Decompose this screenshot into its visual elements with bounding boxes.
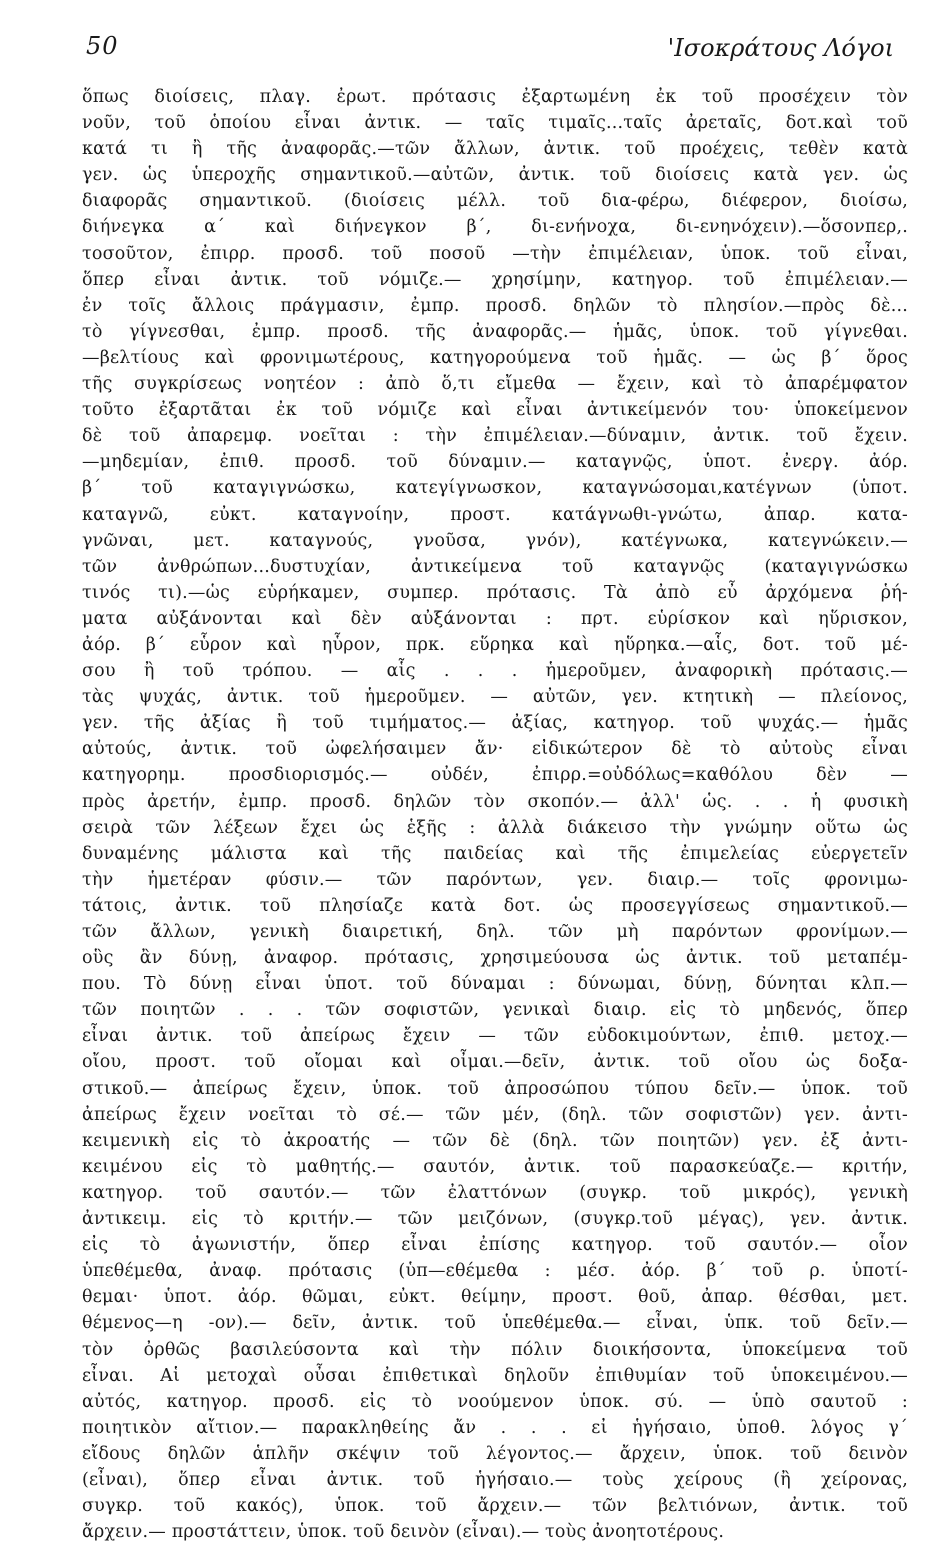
text-line: —μηδεμίαν, ἐπιθ. προσδ. τοῦ δύναμιν.— καταγνῷς, ὑποτ. ἐνεργ. ἀόρ. <box>82 452 908 473</box>
text-line: γεν. τῆς ἀξίας ἢ τοῦ τιμήματος.— ἀξίας, κατηγορ. τοῦ ψυχάς.— ἡμᾶς <box>82 713 908 734</box>
text-line: εἶναι ἀντικ. τοῦ ἀπείρως ἔχειν — τῶν εὐδοκιμούντων, ἐπιθ. μετοχ.— <box>82 1026 908 1047</box>
text-line: γνῶναι, μετ. καταγνούς, γνοῦσα, γνόν), κατέγνωκα, κατεγνώκειν.— <box>82 530 908 551</box>
text-line: τὸν ὀρθῶς βασιλεύσοντα καὶ τὴν πόλιν διοικήσοντα, ὑποκείμενα τοῦ <box>82 1339 908 1360</box>
text-line: γεν. ὡς ὑπεροχῆς σημαντικοῦ.—αὐτῶν, ἀντικ. τοῦ διοίσεις κατὰ γεν. ὡς <box>82 165 908 186</box>
text-line: κειμένου εἰς τὸ μαθητής.— σαυτόν, ἀντικ. τοῦ παρασκεύαζε.— κριτήν, <box>82 1156 908 1177</box>
text-line: στικοῦ.— ἀπείρως ἔχειν, ὑποκ. τοῦ ἀπροσώπου τύπου δεῖν.— ὑποκ. τοῦ <box>82 1078 908 1099</box>
text-line: τοσοῦτον, ἐπιρρ. προσδ. τοῦ ποσοῦ —τὴν ἐπιμέλειαν, ὑποκ. τοῦ εἶναι, <box>82 243 908 264</box>
text-line: τὸ γίγνεσθαι, ἐμπρ. προσδ. τῆς ἀναφορᾶς.— ἡμᾶς, ὑποκ. τοῦ γίγνεθαι. <box>82 321 908 342</box>
text-line: κατηγορ. τοῦ σαυτόν.— τῶν ἐλαττόνων (συγκρ. τοῦ μικρός), γενικὴ <box>82 1182 908 1203</box>
text-line: δυναμένης μάλιστα καὶ τῆς παιδείας καὶ τῆς ἐπιμελείας εὐεργετεῖν <box>82 843 908 864</box>
commentary-text <box>82 84 908 1545</box>
text-line: θέμενος—η -ον).— δεῖν, ἀντικ. τοῦ ὑπεθέμεθα.— εἶναι, ὑπκ. τοῦ δεῖν.— <box>82 1313 908 1334</box>
text-line: β΄ τοῦ καταγιγνώσκω, κατεγίγνωσκον, καταγνώσομαι,κατέγνων (ὑποτ. <box>82 478 908 499</box>
text-line: σου ἢ τοῦ τρόπου. — αἷς . . . ἡμεροῦμεν, ἀναφορικὴ πρότασις.— <box>82 661 908 682</box>
text-line: πρὸς ἀρετήν, ἐμπρ. προσδ. δηλῶν τὸν σκοπόν.— ἀλλ' ὡς. . . ἡ φυσικὴ <box>82 791 908 812</box>
running-title: 'Ισοκράτους Λόγοι <box>667 34 894 62</box>
text-line: οὓς ἂν δύνῃ, ἀναφορ. πρότασις, χρησιμεύουσα ὡς ἀντικ. τοῦ μεταπέμ- <box>82 948 908 969</box>
text-line: ὑπεθέμεθα, ἀναφ. πρότασις (ὑπ—εθέμεθα : μέσ. ἀόρ. β΄ τοῦ ρ. ὑποτί- <box>82 1261 908 1282</box>
text-line: (εἶναι), ὅπερ εἶναι ἀντικ. τοῦ ἡγήσαιο.— τοὺς χείρους (ἢ χείρονας, <box>82 1469 908 1490</box>
text-line: τινός τι).—ὡς εὑρήκαμεν, συμπερ. πρότασις. Τὰ ἀπὸ εὖ ἀρχόμενα ῥή- <box>82 582 908 603</box>
text-line: διήνεγκα α΄ καὶ διήνεγκον β΄, δι-ενήνοχα, δι-ενηνόχειν).—ὅσονπερ,. <box>82 217 908 238</box>
text-line: καταγνῶ, εὐκτ. καταγνοίην, προστ. κατάγνωθι-γνώτω, ἀπαρ. κατα- <box>82 504 908 525</box>
text-line: ἄρχειν.— προστάττειν, ὑποκ. τοῦ δεινὸν (εἶναι).— τοὺς ἀνοητοτέρους. <box>82 1522 725 1543</box>
text-line: κατά τι ἢ τῆς ἀναφορᾶς.—τῶν ἄλλων, ἀντικ. τοῦ προέχεις, τεθὲν κατὰ <box>82 139 908 160</box>
text-line: εἰς τὸ ἀγωνιστήν, ὅπερ εἶναι ἐπίσης κατηγορ. τοῦ σαυτόν.— οἷον <box>82 1235 908 1256</box>
text-line: κατηγορημ. προσδιορισμός.— οὐδέν, ἐπιρρ.=οὐδόλως=καθόλου δὲν — <box>82 765 908 786</box>
text-line: οἴου, προστ. τοῦ οἴομαι καὶ οἶμαι.—δεῖν, ἀντικ. τοῦ οἴου ὡς δοξα- <box>82 1052 908 1073</box>
text-line: κειμενικὴ εἰς τὸ ἀκροατής — τῶν δὲ (δηλ. τῶν ποιητῶν) γεν. ἐξ ἀντι- <box>82 1130 908 1151</box>
text-line: σειρὰ τῶν λέξεων ἔχει ὡς ἑξῆς : ἀλλὰ διάκεισο τὴν γνώμην οὕτω ὡς <box>82 817 908 838</box>
text-line: τάτοις, ἀντικ. τοῦ πλησίαζε κατὰ δοτ. ὡς προσεγγίσεως σημαντικοῦ.— <box>82 895 908 916</box>
text-line: ἀόρ. β΄ εὗρον καὶ ηὗρον, πρκ. εὕρηκα καὶ ηὕρηκα.—αἷς, δοτ. τοῦ μέ- <box>82 634 908 655</box>
text-line: τὰς ψυχάς, ἀντικ. τοῦ ἡμεροῦμεν. — αὐτῶν, γεν. κτητικὴ — πλείονος, <box>82 687 908 708</box>
text-line: θεμαι· ὑποτ. ἀόρ. θῶμαι, εὐκτ. θείμην, προστ. θοῦ, ἀπαρ. θέσθαι, μετ. <box>82 1287 908 1308</box>
text-line: εἶναι. Αἱ μετοχαὶ οὖσαι ἐπιθετικαὶ δηλοῦν ἐπιθυμίαν τοῦ ὑποκειμένου.— <box>82 1365 908 1386</box>
text-line: —βελτίους καὶ φρονιμωτέρους, κατηγορούμενα τοῦ ἡμᾶς. — ὡς β΄ ὅρος <box>82 347 908 368</box>
text-line: ἐν τοῖς ἄλλοις πράγμασιν, ἐμπρ. προσδ. δηλῶν τὸ πλησίον.—πρὸς δὲ... <box>82 295 908 316</box>
text-line: αὐτούς, ἀντικ. τοῦ ὠφελήσαιμεν ἄν· εἰδικώτερον δὲ τὸ αὐτοὺς εἶναι <box>82 739 908 760</box>
text-line: εἴδους δηλῶν ἁπλῆν σκέψιν τοῦ λέγοντος.— ἄρχειν, ὑποκ. τοῦ δεινὸν <box>82 1443 908 1464</box>
text-line: αὐτός, κατηγορ. προσδ. εἰς τὸ νοούμενον ὑποκ. σύ. — ὑπὸ σαυτοῦ : <box>82 1391 908 1412</box>
text-line: τῶν ἄλλων, γενικὴ διαιρετική, δηλ. τῶν μὴ παρόντων φρονίμων.— <box>82 922 908 942</box>
text-line: τὴν ἡμετέραν φύσιν.— τῶν παρόντων, γεν. διαιρ.— τοῖς φρονιμω- <box>82 869 908 890</box>
text-line: τῶν ἀνθρώπων...δυστυχίαν, ἀντικείμενα τοῦ καταγνῷς (καταγιγνώσκω <box>82 556 908 577</box>
text-line: ποιητικὸν αἴτιον.— παρακληθείης ἄν . . . εἰ ἡγήσαιο, ὑποθ. λόγος γ΄ <box>82 1417 908 1438</box>
text-line: ἀντικειμ. εἰς τὸ κριτήν.— τῶν μειζόνων, (συγκρ.τοῦ μέγας), γεν. ἀντικ. <box>82 1209 908 1230</box>
text-line: συγκρ. τοῦ κακός), ὑποκ. τοῦ ἄρχειν.— τῶν βελτιόνων, ἀντικ. τοῦ <box>82 1496 908 1517</box>
text-line: νοῦν, τοῦ ὁποίου εἶναι ἀντικ. — ταῖς τιμαῖς...ταῖς ἀρεταῖς, δοτ.καὶ τοῦ <box>82 113 908 134</box>
text-line: ὅπως διοίσεις, πλαγ. ἐρωτ. πρότασις ἐξαρτωμένη ἐκ τοῦ προσέχειν τὸν <box>82 87 908 107</box>
text-line: τῆς συγκρίσεως νοητέον : ἀπὸ ὅ,τι εἴμεθα — ἔχειν, καὶ τὸ ἀπαρέμφατον <box>82 374 908 395</box>
text-line: που. Τὸ δύνῃ εἶναι ὑποτ. τοῦ δύναμαι : δύνωμαι, δύνῃ, δύνηται κλπ.— <box>82 974 908 995</box>
text-line: ματα αὐξάνονται καὶ δὲν αὐξάνονται : πρτ. εὑρίσκον καὶ ηὕρισκον, <box>82 608 908 629</box>
text-line: ὅπερ εἶναι ἀντικ. τοῦ νόμιζε.— χρησίμην, κατηγορ. τοῦ ἐπιμέλειαν.— <box>82 269 908 290</box>
text-line: τῶν ποιητῶν . . . τῶν σοφιστῶν, γενικαὶ διαιρ. εἰς τὸ μηδενός, ὅπερ <box>82 1000 908 1021</box>
text-line: τοῦτο ἐξαρτᾶται ἐκ τοῦ νόμιζε καὶ εἶναι ἀντικείμενόν του· ὑποκείμενον <box>82 400 908 421</box>
text-line: διαφορᾶς σημαντικοῦ. (διοίσεις μέλλ. τοῦ δια-φέρω, διέφερον, διοίσω, <box>82 191 908 212</box>
text-line: δὲ τοῦ ἀπαρεμφ. νοεῖται : τὴν ἐπιμέλειαν.—δύναμιν, ἀντικ. τοῦ ἔχειν. <box>82 426 908 447</box>
page-number: 50 <box>86 32 119 60</box>
text-line: ἀπείρως ἔχειν νοεῖται τὸ σέ.— τῶν μέν, (δηλ. τῶν σοφιστῶν) γεν. ἀντι- <box>82 1104 908 1125</box>
